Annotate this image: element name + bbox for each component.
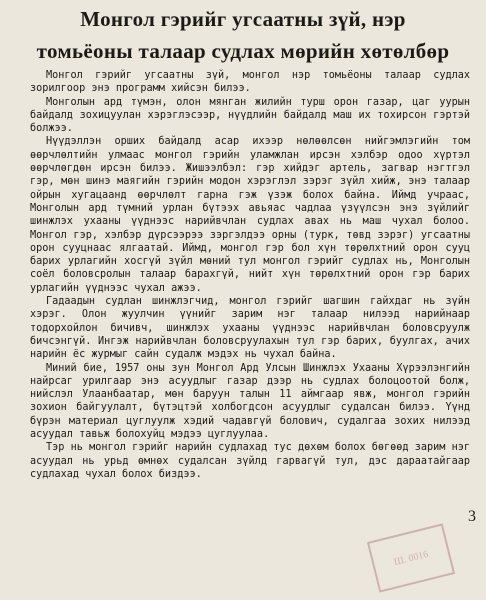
title-line-1: Монгол гэрийг угсаатны зүй, нэр <box>80 7 406 31</box>
title-line-2: томьёоны талаар судлах мөрийн хөтөлбөр <box>36 39 450 63</box>
paragraph: Нүүдэллэн орших байдалд асар ихээр нөлөөлсөн нийгэмлэгийн том өөрчлөлтийн улмаас монгол гэрийн уламжлан ирсэн хэлбэр одоо хүртэл өөрчлөгдөн ирсэн билээ. Жишээлбэл: гэр хийдэг артель, загвар нэгтгэл гэр, мөн шинэ маягийн гэрийн модон хэрэглэл зэрэг зүйл хийж, энэ талаар ойрын хугацаанд өөрчлөлт гарна гэж үзэж болох байна. Иймд учраас, Монголын ард түмний урлан бүтээх авьяас чадлаа үзүүлсэн энэ зүйлийг шинжлэх ухааны үүднээс нарийвчлан судлах авах нь маш чухал болоо. Монгол гэр, хэлбэр дүрсээрээ зэргэлдээ орны (турк, төвд зэрэг) угсаатны орон сууцнаас ялгаатай. Иймд, монгол гэр бол хүн төрөлхтний орон сууц барих урлагийн хосгүй зүйл мөний тул монгол гэрийг судлах нь, Монголын соёл боловсролын талаар барахгүй, нийт хүн төрөлхтний орон гэр барих урлагийн үүднээс чухал ажээ. <box>30 136 470 294</box>
paragraph: Гадаадын судлан шинжлэгчид, монгол гэрийг шагшин гайхдаг нь зүйн хэрэг. Олон жуулчин үүнийг зарим нэг талаар нилээд нарийнаар тодорхойлон бичивч, шинжлэх ухааны үүднээс нарийвчлан боловсруулж бичсэнгүй. Ингэж нарийвчлан боловсруулахын тул гэр барих, буулгах, ачих нарийн ёс журмыг сайн судалж мэдэх нь чухал байна. <box>30 296 470 361</box>
paragraph: Тэр нь монгол гэрийг нарийн судлахад тус дөхөм болох бөгөөд зарим нэг асуудал нь урьд өмнөх судалсан зүйлд гарвагүй тул, дэс дараатайгаар судлахад чухал болох биздээ. <box>30 442 470 480</box>
paragraph: Миний бие, 1957 оны зун Монгол Ард Улсын Шинжлэх Ухааны Хүрээлэнгийн найрсаг урилгаар энэ асуудлыг газар дээр нь судлах болоцоотой болж, нийслэл Улаанбаатар, мөн баруун талын 11 аймгаар явж, монгол гэрийн зохион байгуулалт, бүтэцтэй холбогдсон асуудлыг судалсан билээ. Үүнд бүрэн материал цуглуулж хэдий чадавгүй болович, судалгаа зохих нилээд асуудал тавьж болохуйц мэдээ цуглуулаа. <box>30 362 470 441</box>
stamp-text: Ш. 0016 <box>392 548 430 568</box>
body-text <box>30 69 470 481</box>
library-stamp <box>367 523 455 592</box>
paragraph: Монголын ард түмэн, олон мянган жилийн турш орон газар, цаг уурын байдалд зохицуулан хэрэглэсээр, нүүдлийн байдалд маш их тохирсон гэртэй болжээ. <box>30 96 470 135</box>
paragraph: Монгол гэрийг угсаатны зүй, монгол нэр томьёоны талаар судлах зорилгоор энэ программ хийсэн билээ. <box>30 70 470 95</box>
page-number: 3 <box>468 508 476 525</box>
